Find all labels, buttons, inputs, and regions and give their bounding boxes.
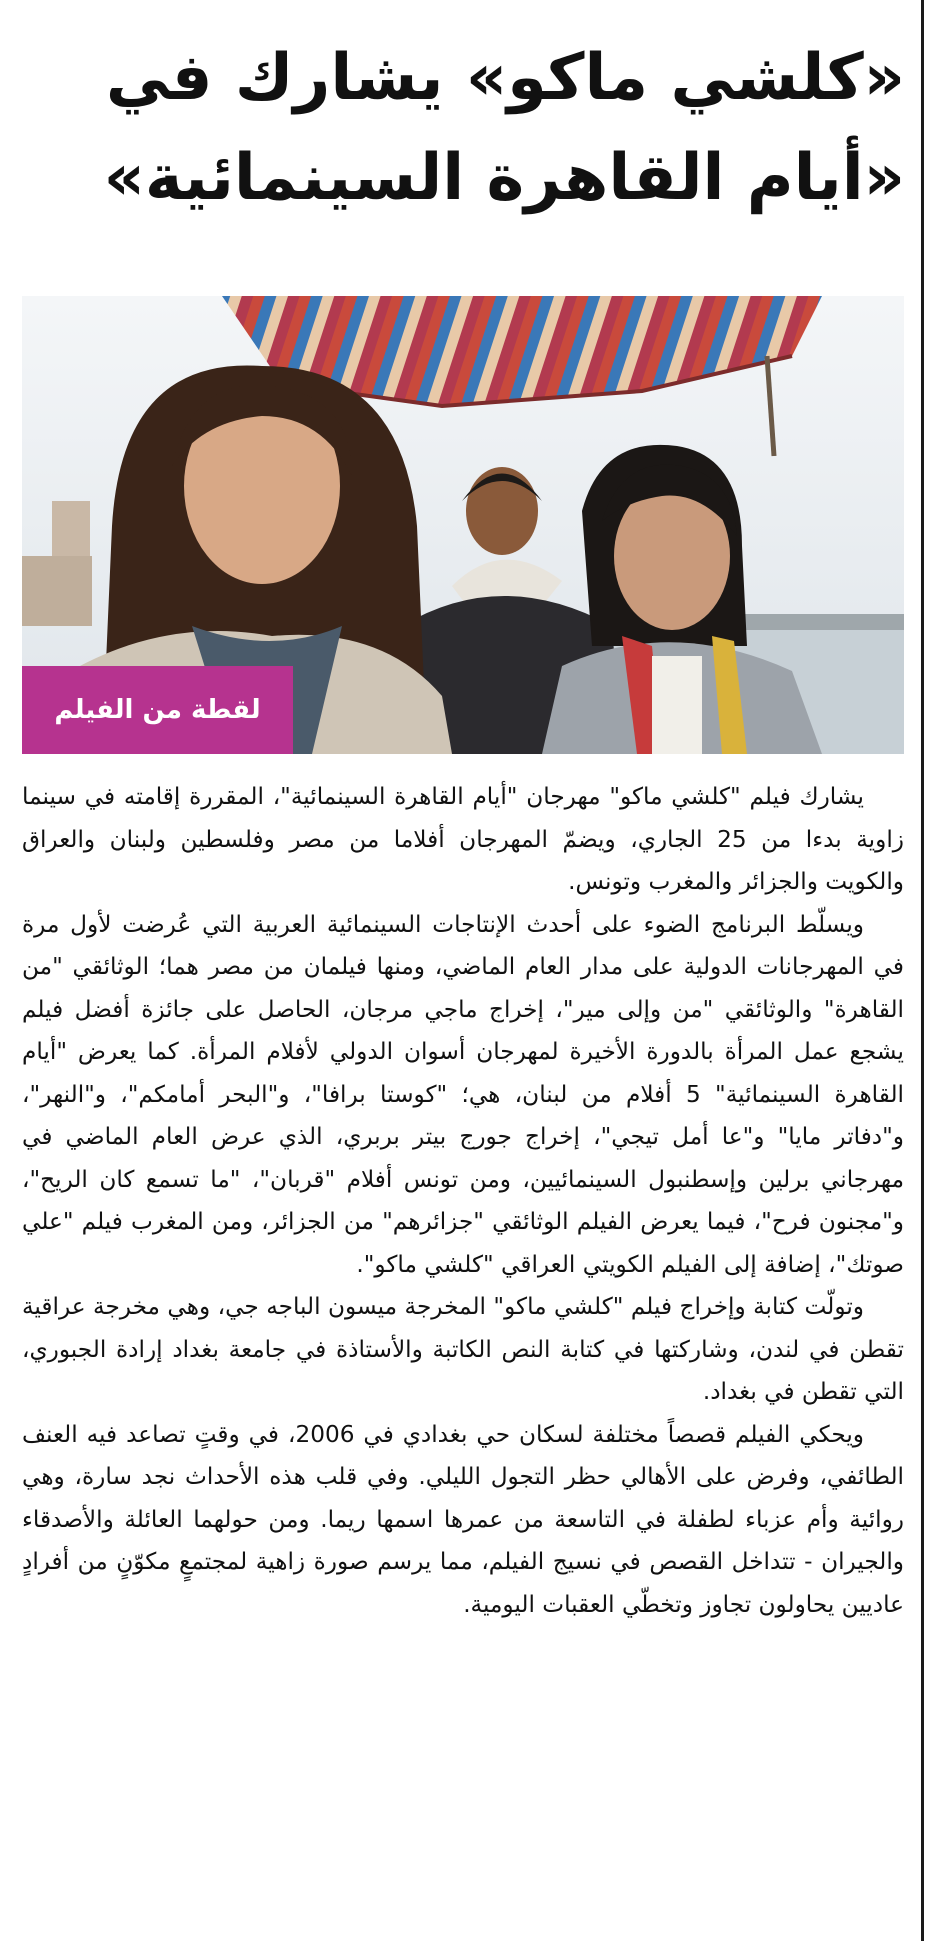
headline-line-2: «أيام القاهرة السينمائية» [103,141,905,215]
article-paragraph: وتولّت كتابة وإخراج فيلم "كلشي ماكو" المخرجة ميسون الباجه جي، وهي مخرجة عراقية تقطن في لندن، وشاركتها في كتابة النص الكاتبة والأستاذة في جامعة بغداد إرادة الجبوري، التي تقطن في بغداد. [22,1293,904,1405]
column-rule [921,0,924,1941]
article-body [22,776,904,1626]
article-paragraph: يشارك فيلم "كلشي ماكو" مهرجان "أيام القاهرة السينمائية"، المقررة إقامته في سينما زاوية بدءا من 25 الجاري، ويضمّ المهرجان أفلاما من مصر وفلسطين ولبنان والعراق والكويت والجزائر والمغرب وتونس. [22,783,904,895]
photo-caption: لقطة من الفيلم [22,666,293,754]
article-paragraph: ويسلّط البرنامج الضوء على أحدث الإنتاجات السينمائية العربية التي عُرضت لأول مرة في المهرجانات الدولية على مدار العام الماضي، ومنها فيلمان من مصر هما؛ الوثائقي "من القاهرة" والوثائقي "من وإلى مير"، إخراج ماجي مرجان، الحاصل على جائزة أفضل فيلم يشجع عمل المرأة بالدورة الأخيرة لمهرجان أسوان الدولي لأفلام المرأة. كما يعرض "أيام القاهرة السينمائية" 5 أفلام من لبنان، هي؛ "كوستا برافا"، و"البحر أمامكم"، و"النهر"، و"دفاتر مايا" و"عا أمل تيجي"، إخراج جورج بيتر بربري، الذي عرض العام الماضي في مهرجاني برلين وإسطنبول السينمائيين، ومن تونس أفلام "قربان"، "ما تسمع كان الريح"، و"مجنون فرح"، فيما يعرض الفيلم الوثائقي "جزائرهم" من الجزائر، ومن المغرب فيلم "علي صوتك"، إضافة إلى الفيلم الكويتي العراقي "كلشي ماكو". [22,910,904,1278]
headline [45,28,905,228]
headline-line-1: «كلشي ماكو» يشارك في [105,41,905,115]
article-paragraph: ويحكي الفيلم قصصاً مختلفة لسكان حي بغدادي في 2006، في وقتٍ تصاعد فيه العنف الطائفي، وفرض على الأهالي حظر التجول الليلي. وفي قلب هذه الأحداث نجد سارة، وهي روائية وأم عزباء لطفلة في التاسعة من عمرها اسمها ريما. ومن حولهما العائلة والأصدقاء والجيران - تتداخل القصص في نسيج الفيلم، مما يرسم صورة زاهية لمجتمعٍ مكوّنٍ من أفرادٍ عاديين يحاولون تجاوز وتخطّي العقبات اليومية. [22,1420,904,1618]
